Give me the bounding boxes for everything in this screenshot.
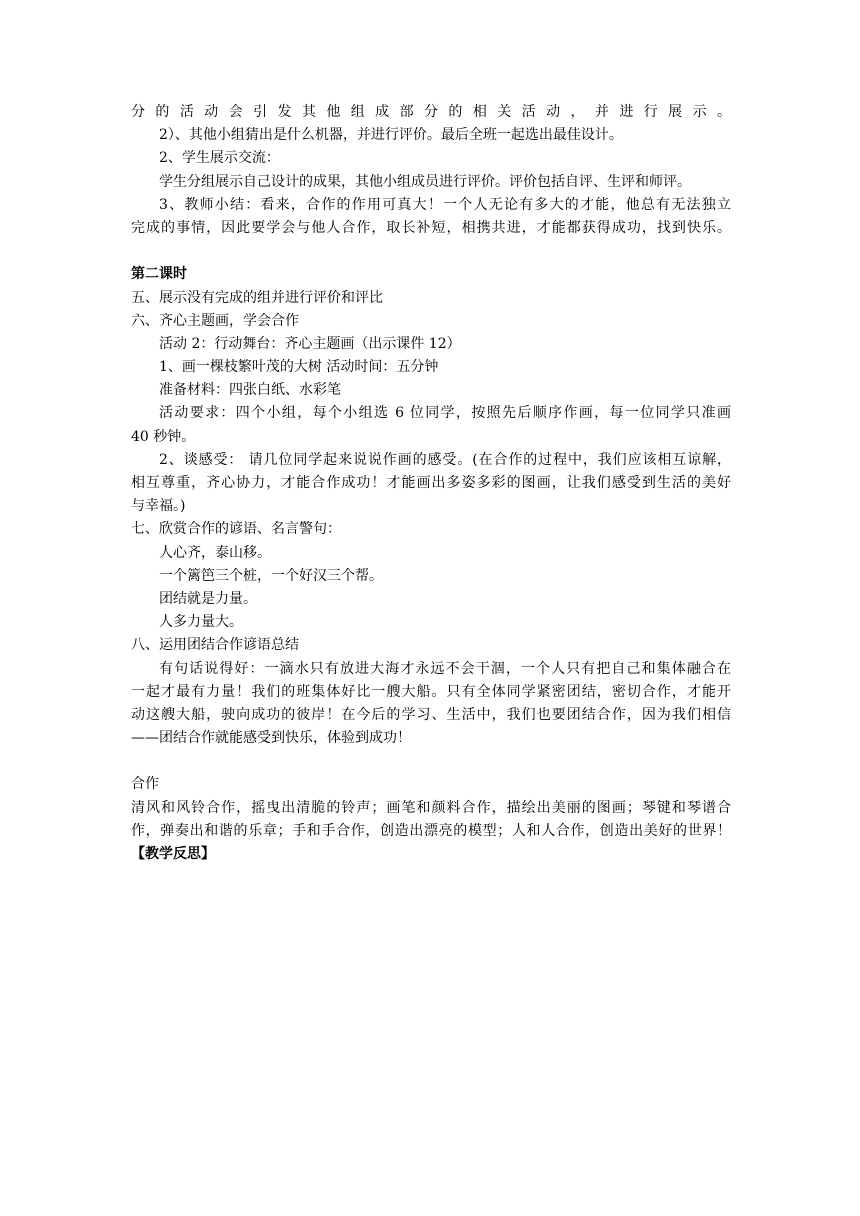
- text-line: 2、学生展示交流：: [159, 150, 280, 167]
- text-line: 一个篱笆三个桩，一个好汉三个帮。: [159, 567, 383, 584]
- text-line: 40 秒钟。: [131, 428, 196, 445]
- text-line: 2）、其他小组猜出是什么机器，并进行评价。最后全班一起选出最佳设计。: [159, 127, 623, 144]
- text-line: 作，弹奏出和谐的乐章；手和手合作，创造出漂亮的模型；人和人合作，创造出美好的世界！: [131, 822, 731, 839]
- text-line: ——团结合作就能感受到快乐，体验到成功！: [131, 730, 411, 747]
- text-line: 八、运用团结合作谚语总结: [131, 637, 299, 654]
- text-line: 活动 2：行动舞台：齐心主题画（出示课件 12）: [159, 335, 461, 352]
- text-line: 相互尊重，齐心协力，才能合作成功！才能画出多姿多彩的图画，让我们感受到生活的美好: [131, 475, 731, 491]
- text-line: 一起才最有力量！我们的班集体好比一艘大船。只有全体同学紧密团结，密切合作，才能开: [131, 683, 731, 700]
- text-line: 完成的事情，因此要学会与他人合作，取长补短，相携共进，才能都获得成功，找到快乐。: [131, 219, 731, 236]
- text-line: 学生分组展示自己设计的成果，其他小组成员进行评价。评价包括自评、生评和师评。: [159, 173, 691, 190]
- document-body: [131, 101, 731, 866]
- text-line: 人心齐，泰山移。: [159, 544, 271, 561]
- text-line: 人多力量大。: [159, 614, 243, 631]
- text-line: 团结就是力量。: [159, 590, 257, 607]
- text-line: 2、谈感受： 请几位同学起来说说作画的感受。(在合作的过程中，我们应该相互谅解，: [159, 451, 731, 468]
- text-line: 动这艘大船，驶向成功的彼岸！在今后的学习、生活中，我们也要团结合作，因为我们相信: [131, 706, 731, 723]
- text-line: 有句话说得好：一滴水只有放进大海才永远不会干涸，一个人只有把自己和集体融合在: [159, 660, 731, 677]
- section-heading: 【教学反思】: [131, 846, 215, 862]
- section-title: 合作: [131, 776, 159, 793]
- text-line: 七、欣赏合作的谚语、名言警句：: [131, 521, 341, 538]
- blank-line: [131, 240, 731, 263]
- text-line: 活动要求：四个小组，每个小组选 6 位同学，按照先后顺序作画，每一位同学只准画: [159, 405, 731, 422]
- blank-line: [131, 750, 731, 773]
- text-line: 分的活动会引发其他组成部分的相关活动，并进行展示。: [131, 104, 731, 120]
- text-line: 清风和风铃合作，摇曳出清脆的铃声；画笔和颜料合作，描绘出美丽的图画；琴键和琴谱合: [131, 799, 731, 816]
- section-heading: 第二课时: [131, 266, 187, 283]
- text-line: 3、教师小结：看来，合作的作用可真大！一个人无论有多大的才能，他总有无法独立: [159, 196, 731, 213]
- text-line: 六、齐心主题画，学会合作: [131, 312, 299, 329]
- text-line: 准备材料：四张白纸、水彩笔: [159, 382, 341, 399]
- text-line: 1、画一棵枝繁叶茂的大树 活动时间：五分钟: [159, 359, 439, 376]
- text-line: 与幸福。): [131, 498, 186, 515]
- text-line: 五、展示没有完成的组并进行评价和评比: [131, 289, 383, 306]
